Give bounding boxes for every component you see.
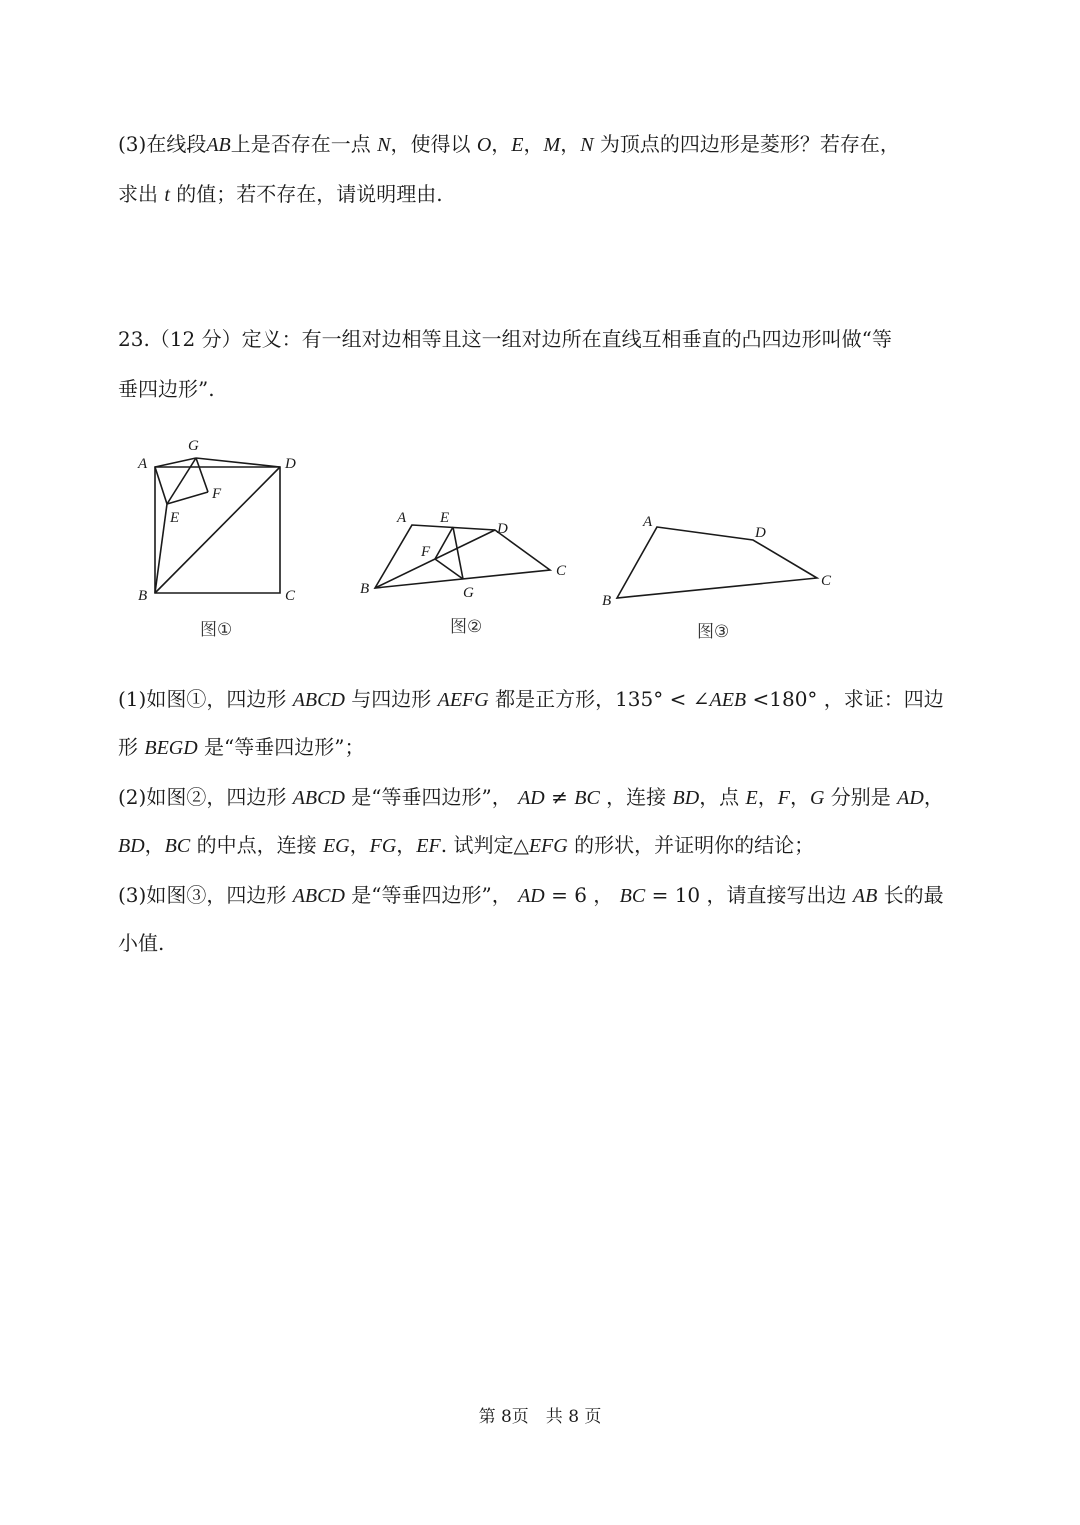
figure-3-diagram <box>595 505 845 615</box>
label-D: D <box>755 525 766 541</box>
label-F: F <box>212 486 222 502</box>
label-G: G <box>188 438 199 454</box>
figure-2 <box>355 505 575 605</box>
math-var: AEFG <box>437 689 489 711</box>
math-var: O <box>476 134 492 156</box>
label-B: B <box>360 581 370 597</box>
text-run: 是“等垂四边形”； <box>197 735 365 759</box>
math-var: ABCD <box>292 885 345 907</box>
text-run: ，连接 <box>599 785 673 809</box>
segment-gd <box>196 458 280 467</box>
text-run: 的形状，并证明你的结论； <box>567 833 815 857</box>
label-E: E <box>170 510 180 526</box>
text-run: <180° ，求证：四边 <box>746 687 944 711</box>
math-var: M <box>543 134 561 156</box>
q22-part3-line1 <box>118 130 900 159</box>
math-var: AB <box>206 134 231 156</box>
q23-part3-line2: 小值. <box>118 931 165 955</box>
text-run: ，点 <box>699 785 746 809</box>
text-run: 求出 <box>118 182 165 206</box>
q23-part3-line1 <box>118 881 944 910</box>
q23-header-line1: 23.（12 分）定义：有一组对边相等且这一组对边所在直线互相垂直的凸四边形叫做“等 <box>118 327 892 351</box>
label-G: G <box>463 585 474 601</box>
figure-1 <box>130 430 330 610</box>
q23-part2-line1 <box>118 783 944 812</box>
text-run: 上是否存在一点 <box>230 132 378 156</box>
segment-eb <box>155 504 167 593</box>
label-B: B <box>602 593 612 609</box>
math-var: EF <box>416 835 441 857</box>
text-run: 的中点，连接 <box>190 833 323 857</box>
text-run: (1)如图①，四边形 <box>118 687 293 711</box>
q23-header-line2: 垂四边形”. <box>118 377 215 401</box>
label-D: D <box>285 456 296 472</box>
figure-3 <box>595 505 845 615</box>
segment-eg <box>453 527 463 579</box>
text-run: = 6 ， <box>544 883 620 907</box>
q23-part1-line1 <box>118 685 944 714</box>
segment-gf <box>196 458 208 492</box>
figure-1-diagram <box>130 430 330 610</box>
label-A: A <box>138 456 148 472</box>
text-run: 的值；若不存在，请说明理由. <box>169 182 443 206</box>
figure-2-diagram <box>355 505 575 605</box>
text-run: ， <box>144 833 165 857</box>
math-var: AD <box>518 787 545 809</box>
label-D: D <box>497 521 508 537</box>
text-run: 都是正方形，135° < ∠ <box>488 687 710 711</box>
label-C: C <box>285 588 296 604</box>
text-run: ， <box>757 785 778 809</box>
math-var: EFG <box>528 835 568 857</box>
label-C: C <box>821 573 832 589</box>
label-F: F <box>421 544 431 560</box>
figure-2-caption: 图② <box>450 617 483 637</box>
text-run: (3)在线段 <box>118 132 207 156</box>
text-run: ， <box>349 833 370 857</box>
math-var: E <box>745 787 758 809</box>
label-A: A <box>397 510 407 526</box>
quad-abcd <box>617 527 817 598</box>
label-A: A <box>643 514 653 530</box>
figure-1-caption: 图① <box>200 620 233 640</box>
text-run: ，使得以 <box>390 132 477 156</box>
math-var: N <box>377 134 391 156</box>
math-var: BC <box>164 835 191 857</box>
math-var: t <box>164 184 170 206</box>
math-var: BC <box>619 885 646 907</box>
label-C: C <box>556 563 567 579</box>
math-var: N <box>580 134 594 156</box>
text-run: 是“等垂四边形”， <box>344 785 519 809</box>
text-run: ， <box>923 785 944 809</box>
q22-part3-line2 <box>118 180 443 209</box>
math-var: BEGD <box>144 737 198 759</box>
math-var: E <box>511 134 524 156</box>
q23-part2-line2 <box>118 831 814 860</box>
text-run: ≠ <box>544 785 575 809</box>
segment-ae <box>155 467 167 504</box>
text-run: ， <box>491 132 512 156</box>
text-run: 分别是 <box>824 785 898 809</box>
math-var: ABCD <box>292 689 345 711</box>
text-run: (3)如图③，四边形 <box>118 883 293 907</box>
q23-part1-line2 <box>118 733 365 762</box>
text-run: (2)如图②，四边形 <box>118 785 293 809</box>
text-run: ， <box>789 785 810 809</box>
page-footer: 第 8页 共 8 页 <box>478 1407 602 1427</box>
math-var: G <box>809 787 825 809</box>
math-var: F <box>777 787 790 809</box>
math-var: ABCD <box>292 787 345 809</box>
math-var: EG <box>322 835 350 857</box>
math-var: AEB <box>709 689 747 711</box>
math-var: BD <box>672 787 700 809</box>
figure-3-caption: 图③ <box>697 622 730 642</box>
segment-fg <box>435 559 463 579</box>
text-run: ， <box>523 132 544 156</box>
text-run: ， <box>560 132 581 156</box>
text-run: . 试判定△ <box>440 833 529 857</box>
math-var: FG <box>369 835 397 857</box>
text-run: 长的最 <box>877 883 944 907</box>
text-run: 是“等垂四边形”， <box>344 883 519 907</box>
text-run: 形 <box>118 735 145 759</box>
math-var: AD <box>897 787 924 809</box>
math-var: BD <box>118 835 145 857</box>
math-var: BC <box>574 787 600 809</box>
label-B: B <box>138 588 148 604</box>
label-E: E <box>440 510 450 526</box>
text-run: ， <box>396 833 417 857</box>
segment-ag <box>155 458 196 467</box>
text-run: 与四边形 <box>344 687 438 711</box>
math-var: AD <box>518 885 545 907</box>
math-var: AB <box>852 885 878 907</box>
text-run: = 10 ，请直接写出边 <box>645 883 853 907</box>
text-run: 为顶点的四边形是菱形？若存在， <box>593 132 900 156</box>
